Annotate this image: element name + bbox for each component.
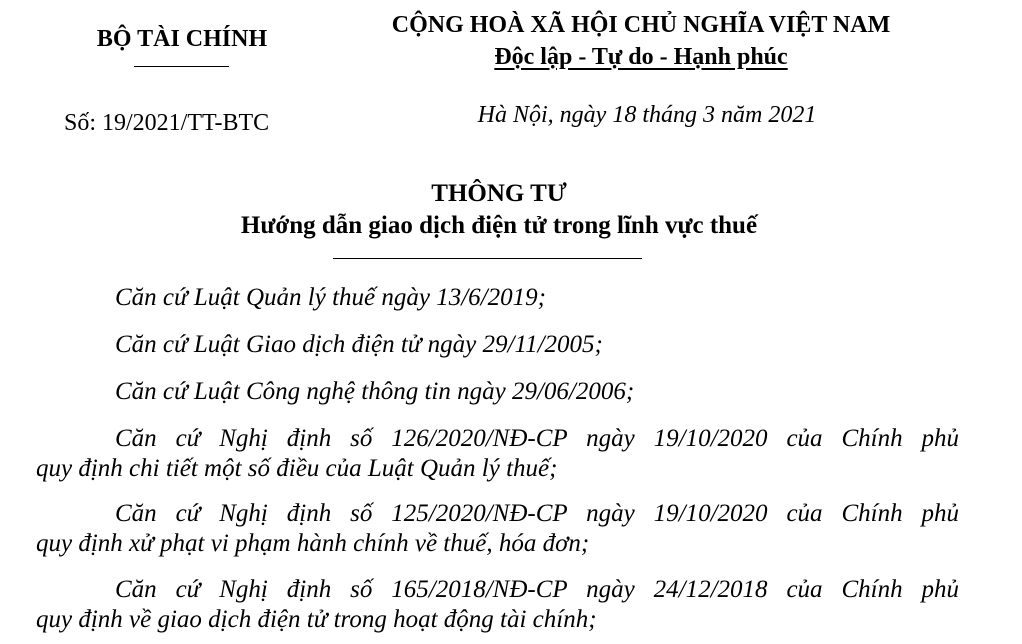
preamble-line-4: Căn cứ Nghị định số 126/2020/NĐ-CP ngày 19/10/2020 của Chính phủ (115, 425, 959, 452)
national-motto: Độc lập - Tự do - Hạnh phúc (494, 44, 788, 70)
ministry-name: BỘ TÀI CHÍNH (96, 26, 268, 52)
place-and-date: Hà Nội, ngày 18 tháng 3 năm 2021 (477, 102, 817, 128)
preamble-line-4-cont: quy định chi tiết một số điều của Luật Quản lý thuế; (36, 455, 558, 482)
preamble-line-5-cont: quy định xử phạt vi phạm hành chính về thuế, hóa đơn; (36, 530, 590, 557)
document-subject: Hướng dẫn giao dịch điện tử trong lĩnh vực thuế (240, 212, 758, 239)
document-type: THÔNG TƯ (431, 180, 567, 207)
preamble-line-6: Căn cứ Nghị định số 165/2018/NĐ-CP ngày 24/12/2018 của Chính phủ (115, 576, 959, 603)
preamble-line-6-cont: quy định về giao dịch điện tử trong hoạt động tài chính; (36, 606, 597, 633)
preamble-line-3: Căn cứ Luật Công nghệ thông tin ngày 29/06/2006; (115, 378, 635, 405)
preamble-line-2: Căn cứ Luật Giao dịch điện tử ngày 29/11/2005; (115, 331, 603, 358)
ministry-underline (134, 66, 229, 67)
preamble-line-1: Căn cứ Luật Quản lý thuế ngày 13/6/2019; (115, 284, 546, 311)
document-number: Số: 19/2021/TT-BTC (64, 110, 270, 136)
preamble-line-5: Căn cứ Nghị định số 125/2020/NĐ-CP ngày 19/10/2020 của Chính phủ (115, 500, 959, 527)
title-underline (333, 258, 642, 259)
country-name: CỘNG HOÀ XÃ HỘI CHỦ NGHĨA VIỆT NAM (391, 12, 891, 38)
